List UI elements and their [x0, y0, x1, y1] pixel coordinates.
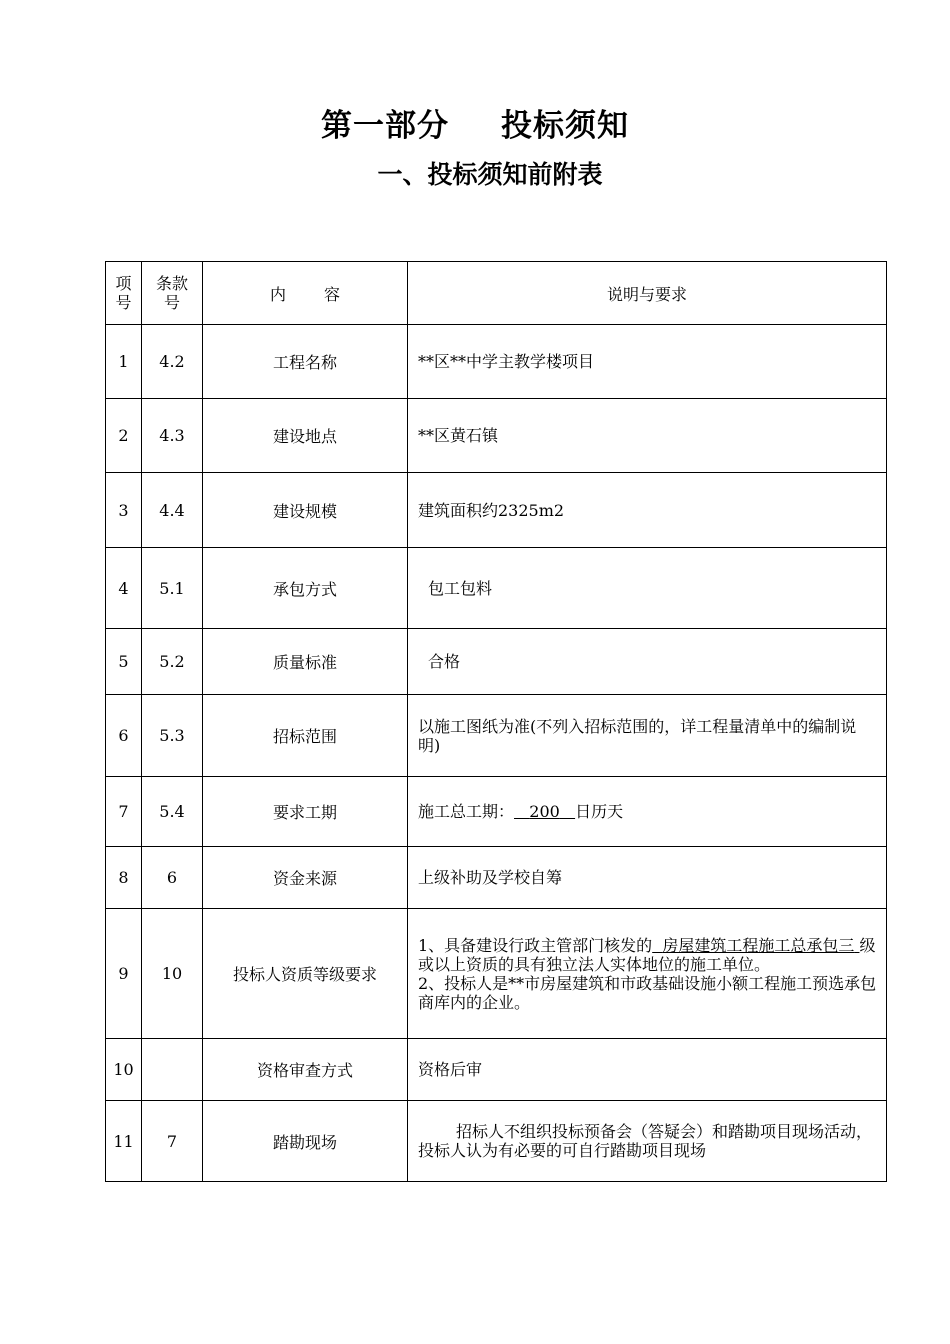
row-no: 3: [106, 473, 142, 548]
row-no: 5: [106, 629, 142, 695]
table-row: [106, 695, 887, 777]
row-description: 上级补助及学校自筹: [408, 847, 887, 909]
row-no: 2: [106, 399, 142, 473]
row-description: **区**中学主教学楼项目: [408, 325, 887, 399]
row-description: 以施工图纸为准(不列入招标范围的，详工程量清单中的编制说明): [408, 695, 887, 777]
qualification-underline: 房屋建筑工程施工总承包三: [662, 935, 855, 955]
table-row: [106, 325, 887, 399]
row-content: 承包方式: [203, 548, 408, 629]
row-no: 4: [106, 548, 142, 629]
row-no: 11: [106, 1101, 142, 1182]
row-description: 包工包料: [408, 548, 887, 629]
bid-instructions-table: [105, 261, 887, 1182]
table-row: [106, 847, 887, 909]
row-content: 资金来源: [203, 847, 408, 909]
row-clause: 4.2: [142, 325, 203, 399]
row-content: 建设规模: [203, 473, 408, 548]
row-clause: 5.1: [142, 548, 203, 629]
table-row: [106, 629, 887, 695]
row-content: 建设地点: [203, 399, 408, 473]
row-clause: 5.3: [142, 695, 203, 777]
row-clause: 4.3: [142, 399, 203, 473]
table-row: [106, 473, 887, 548]
row-content: 资格审查方式: [203, 1039, 408, 1101]
row-clause: 6: [142, 847, 203, 909]
header-clause-no: 条款 号: [142, 262, 203, 325]
table-row: [106, 1101, 887, 1182]
row-content: 踏勘现场: [203, 1101, 408, 1182]
table-row: [106, 1039, 887, 1101]
row-no: 1: [106, 325, 142, 399]
table-row: [106, 548, 887, 629]
row-description: 招标人不组织投标预备会（答疑会）和踏勘项目现场活动，投标人认为有必要的可自行踏勘项目现场: [408, 1101, 887, 1182]
row-clause: 4.4: [142, 473, 203, 548]
row-content: 投标人资质等级要求: [203, 909, 408, 1039]
row-clause: 10: [142, 909, 203, 1039]
row-description: 建筑面积约2325m2: [408, 473, 887, 548]
table-row: [106, 399, 887, 473]
row-no: 6: [106, 695, 142, 777]
table-row: [106, 777, 887, 847]
row-description: **区黄石镇: [408, 399, 887, 473]
row-content: 质量标准: [203, 629, 408, 695]
header-content: 内 容: [203, 262, 408, 325]
row-description: 施工总工期： 200 日历天: [408, 777, 887, 847]
duration-value: 200: [529, 802, 560, 821]
row-no: 7: [106, 777, 142, 847]
page-subtitle: 一、投标须知前附表: [377, 160, 603, 189]
row-content: 工程名称: [203, 325, 408, 399]
row-clause: 5.4: [142, 777, 203, 847]
row-content: 招标范围: [203, 695, 408, 777]
part-label: 第一部分: [321, 108, 449, 144]
row-clause: [142, 1039, 203, 1101]
row-clause: 7: [142, 1101, 203, 1182]
header-item-no: 项 号: [106, 262, 142, 325]
page-title: [0, 100, 950, 145]
row-description: 1、具备建设行政主管部门核发的 房屋建筑工程施工总承包三 级或以上资质的具有独立法人实体地位的施工单位。 2、投标人是**市房屋建筑和市政基础设施小额工程施工预选承包商库内的企业。: [408, 909, 887, 1039]
row-no: 8: [106, 847, 142, 909]
table-header-row: [106, 262, 887, 325]
table-row: [106, 909, 887, 1039]
row-clause: 5.2: [142, 629, 203, 695]
header-description: 说明与要求: [408, 262, 887, 325]
row-no: 9: [106, 909, 142, 1039]
row-description: 资格后审: [408, 1039, 887, 1101]
row-description: 合格: [408, 629, 887, 695]
row-no: 10: [106, 1039, 142, 1101]
row-content: 要求工期: [203, 777, 408, 847]
part-name: 投标须知: [501, 108, 629, 144]
